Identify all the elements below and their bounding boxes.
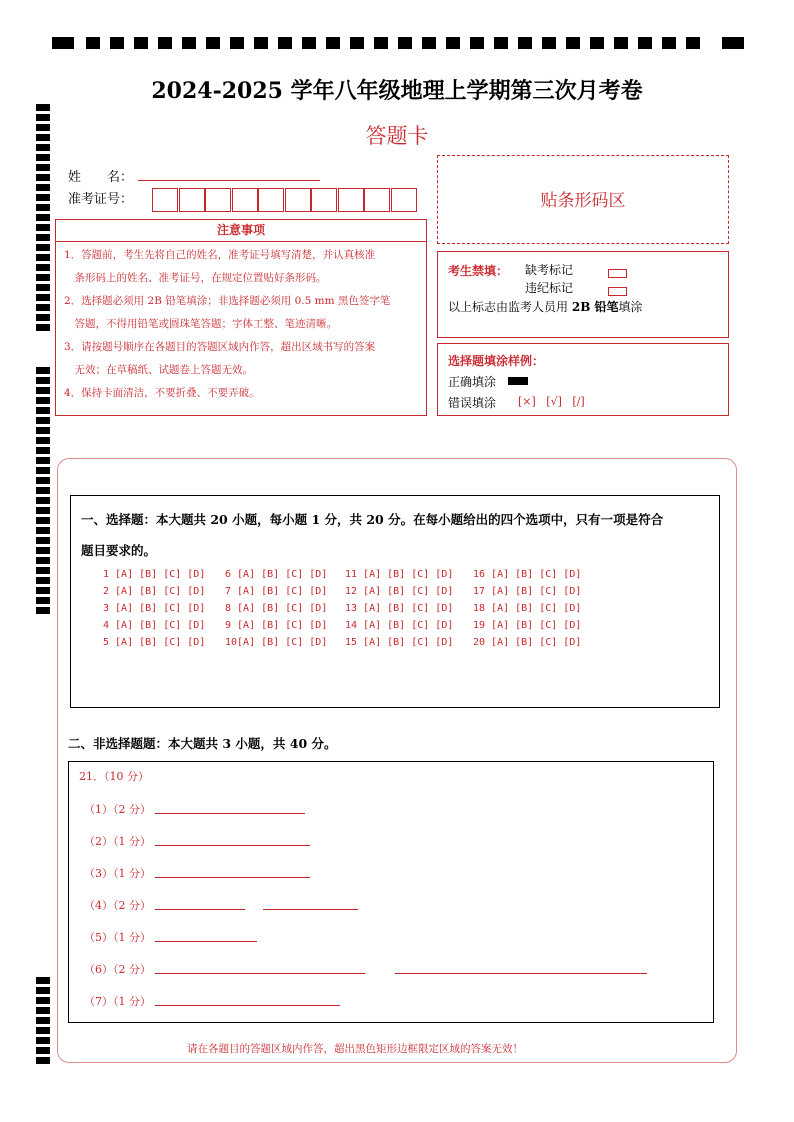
barcode-area xyxy=(437,155,729,244)
choice-question-row[interactable]: 14 [A] [B] [C] [D] xyxy=(345,620,454,631)
choice-question-row[interactable]: 1 [A] [B] [C] [D] xyxy=(103,569,206,580)
notice-item: 答题，不得用铅笔或圆珠笔答题；字体工整、笔迹清晰。 xyxy=(64,318,337,330)
timing-mark xyxy=(36,467,50,474)
choice-question-row[interactable]: 20 [A] [B] [C] [D] xyxy=(473,637,582,648)
timing-mark xyxy=(36,997,50,1004)
timing-mark xyxy=(36,527,50,534)
choice-section xyxy=(70,495,720,708)
q21-part-2-label: （2）（1 分） xyxy=(84,835,151,848)
exam-number-boxes[interactable] xyxy=(152,188,418,213)
timing-mark xyxy=(36,427,50,434)
examinee-forbidden-box xyxy=(437,251,729,338)
q21-part-6-label: （6）（2 分） xyxy=(84,963,151,976)
choice-question-row[interactable]: 10[A] [B] [C] [D] xyxy=(225,637,328,648)
timing-mark xyxy=(36,367,50,374)
timing-mark xyxy=(36,194,50,201)
exam-number-digit-box[interactable] xyxy=(311,188,337,212)
timing-mark xyxy=(36,1007,50,1014)
exam-number-digit-box[interactable] xyxy=(391,188,417,212)
timing-mark xyxy=(36,1057,50,1064)
timing-mark xyxy=(36,577,50,584)
exam-number-digit-box[interactable] xyxy=(258,188,284,212)
forbidden-note: 以上标志由监考人员用 2B 铅笔填涂 xyxy=(448,300,643,314)
violation-mark-label: 违纪标记 xyxy=(525,281,574,295)
timing-mark xyxy=(36,244,50,251)
timing-mark xyxy=(36,507,50,514)
choice-question-row[interactable]: 17 [A] [B] [C] [D] xyxy=(473,586,582,597)
choice-question-row[interactable]: 7 [A] [B] [C] [D] xyxy=(225,586,328,597)
answer-line[interactable] xyxy=(155,877,310,878)
timing-mark xyxy=(36,274,50,281)
choice-question-row[interactable]: 8 [A] [B] [C] [D] xyxy=(225,603,328,614)
choice-question-row[interactable]: 12 [A] [B] [C] [D] xyxy=(345,586,454,597)
timing-mark xyxy=(36,417,50,424)
notice-title: 注意事项 xyxy=(56,220,426,242)
exam-number-digit-box[interactable] xyxy=(338,188,364,212)
forbidden-title: 考生禁填： xyxy=(448,264,509,278)
timing-mark xyxy=(36,314,50,321)
q21-part-3-label: （3）（1 分） xyxy=(84,867,151,880)
notice-item: 无效；在草稿纸、试题卷上答题无效。 xyxy=(64,364,253,376)
timing-mark xyxy=(36,447,50,454)
choice-question-row[interactable]: 2 [A] [B] [C] [D] xyxy=(103,586,206,597)
timing-mark xyxy=(36,587,50,594)
exam-number-digit-box[interactable] xyxy=(232,188,258,212)
wrong-fill-marks: [×] [√] [/] xyxy=(518,395,585,408)
timing-mark xyxy=(36,537,50,544)
notice-item: 1．答题前，考生先将自己的姓名，准考证号填写清楚，并认真核准 xyxy=(64,249,376,261)
answer-line[interactable] xyxy=(155,1005,340,1006)
choice-question-row[interactable]: 9 [A] [B] [C] [D] xyxy=(225,620,328,631)
notice-item: 3．请按题号顺序在各题目的答题区域内作答，超出区域书写的答案 xyxy=(64,341,376,353)
timing-mark xyxy=(36,497,50,504)
timing-mark xyxy=(36,377,50,384)
timing-marks-top xyxy=(52,37,744,51)
timing-mark xyxy=(36,204,50,211)
timing-mark xyxy=(36,294,50,301)
correct-fill-label: 正确填涂 xyxy=(448,375,497,389)
q21-part-4-label: （4）（2 分） xyxy=(84,899,151,912)
notice-item: 4．保持卡面清洁，不要折叠、不要弄破。 xyxy=(64,387,260,399)
absent-mark-box[interactable] xyxy=(608,263,627,282)
nonchoice-heading: 二、非选择题题：本大题共 3 小题，共 40 分。 xyxy=(68,736,337,751)
answer-line[interactable] xyxy=(155,845,310,846)
name-field[interactable] xyxy=(138,180,320,181)
choice-question-row[interactable]: 19 [A] [B] [C] [D] xyxy=(473,620,582,631)
notice-item: 2．选择题必须用 2B 铅笔填涂；非选择题必须用 0.5 mm 黑色签字笔 xyxy=(64,295,391,307)
answer-line[interactable] xyxy=(155,973,365,974)
barcode-area-label: 贴条形码区 xyxy=(540,191,626,211)
timing-mark xyxy=(36,557,50,564)
timing-mark xyxy=(36,517,50,524)
exam-number-digit-box[interactable] xyxy=(179,188,205,212)
q21-box xyxy=(68,761,714,1023)
timing-mark xyxy=(36,154,50,161)
timing-mark xyxy=(36,547,50,554)
timing-mark xyxy=(36,324,50,331)
timing-mark xyxy=(36,977,50,984)
page-subtitle: 答题卡 xyxy=(365,124,429,148)
answer-line[interactable] xyxy=(263,909,358,910)
exam-number-label: 准考证号： xyxy=(68,192,134,207)
timing-mark xyxy=(36,174,50,181)
timing-mark xyxy=(36,387,50,394)
timing-mark xyxy=(36,1017,50,1024)
q21-part-5-label: （5）（1 分） xyxy=(84,931,151,944)
wrong-fill-label: 错误填涂 xyxy=(448,396,497,410)
choice-question-row[interactable]: 15 [A] [B] [C] [D] xyxy=(345,637,454,648)
timing-mark xyxy=(36,284,50,291)
timing-mark xyxy=(36,104,50,111)
timing-mark xyxy=(36,437,50,444)
exam-number-digit-box[interactable] xyxy=(285,188,311,212)
timing-mark xyxy=(36,234,50,241)
choice-question-row[interactable]: 11 [A] [B] [C] [D] xyxy=(345,569,454,580)
page-title: 2024-2025 学年八年级地理上学期第三次月考卷 xyxy=(151,78,643,104)
choice-question-row[interactable]: 3 [A] [B] [C] [D] xyxy=(103,603,206,614)
timing-mark xyxy=(36,184,50,191)
name-label: 姓 名： xyxy=(68,170,134,185)
choice-question-row[interactable]: 5 [A] [B] [C] [D] xyxy=(103,637,206,648)
timing-mark xyxy=(36,224,50,231)
timing-mark xyxy=(36,164,50,171)
exam-number-digit-box[interactable] xyxy=(152,188,178,212)
fill-sample-box xyxy=(437,343,729,416)
answer-line[interactable] xyxy=(155,909,245,910)
choice-question-row[interactable]: 16 [A] [B] [C] [D] xyxy=(473,569,582,580)
q21-part-7-label: （7）（1 分） xyxy=(84,995,151,1008)
timing-mark xyxy=(36,987,50,994)
timing-mark xyxy=(36,214,50,221)
timing-mark xyxy=(36,477,50,484)
absent-mark-label: 缺考标记 xyxy=(525,263,574,277)
exam-number-digit-box[interactable] xyxy=(364,188,390,212)
correct-fill-mark xyxy=(508,377,528,385)
sample-title: 选择题填涂样例： xyxy=(448,354,545,368)
answer-line[interactable] xyxy=(155,813,305,814)
timing-mark xyxy=(36,1027,50,1034)
q21-part-1-label: （1）（2 分） xyxy=(84,803,151,816)
timing-mark xyxy=(36,304,50,311)
answer-line[interactable] xyxy=(155,941,257,942)
choice-heading-cont: 题目要求的。 xyxy=(81,543,157,558)
timing-mark xyxy=(36,487,50,494)
timing-mark xyxy=(36,607,50,614)
exam-number-digit-box[interactable] xyxy=(205,188,231,212)
timing-mark xyxy=(36,597,50,604)
choice-question-row[interactable]: 18 [A] [B] [C] [D] xyxy=(473,603,582,614)
timing-mark xyxy=(36,457,50,464)
footer-note: 请在各题目的答题区域内作答，超出黑色矩形边框限定区域的答案无效！ xyxy=(187,1043,523,1055)
timing-mark xyxy=(36,407,50,414)
timing-mark xyxy=(36,567,50,574)
timing-mark xyxy=(36,397,50,404)
timing-mark xyxy=(36,254,50,261)
notice-item: 条形码上的姓名、准考证号，在规定位置贴好条形码。 xyxy=(64,272,327,284)
choice-question-row[interactable]: 13 [A] [B] [C] [D] xyxy=(345,603,454,614)
choice-heading: 一、选择题：本大题共 20 小题，每小题 1 分，共 20 分。在每小题给出的四个选项中，只有一项是符合 xyxy=(81,512,664,527)
choice-question-row[interactable]: 6 [A] [B] [C] [D] xyxy=(225,569,328,580)
answer-line[interactable] xyxy=(395,973,647,974)
notice-box xyxy=(55,219,427,416)
timing-mark xyxy=(36,264,50,271)
q21-title: 21．（10 分） xyxy=(79,770,149,783)
choice-question-row[interactable]: 4 [A] [B] [C] [D] xyxy=(103,620,206,631)
